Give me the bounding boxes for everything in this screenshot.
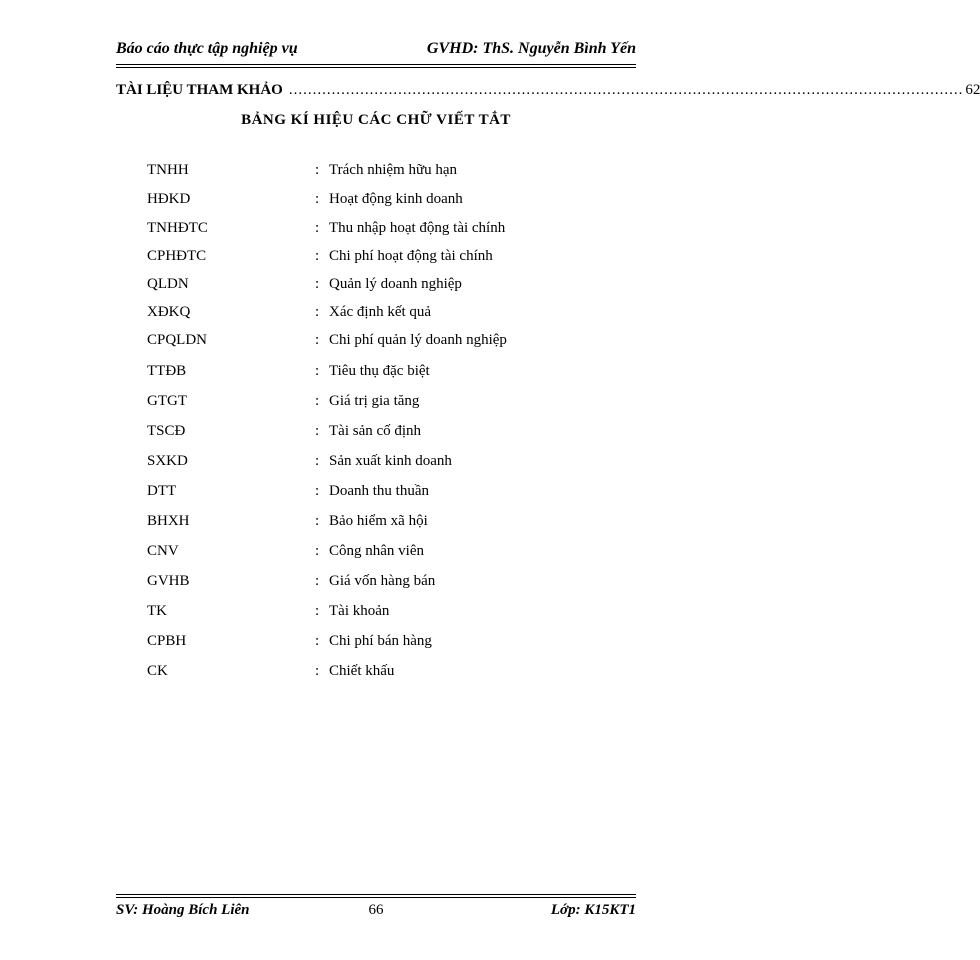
abbreviation-separator: : [315,513,320,529]
abbreviation-meaning: Thu nhập hoạt động tài chính [329,220,506,236]
abbreviation-separator: : [315,453,320,469]
abbreviation-meaning: Tài khoản [329,603,390,619]
abbreviation-code: CNV [147,543,179,559]
abbreviation-code: TK [147,603,167,619]
abbreviation-code: CK [147,663,168,679]
abbreviation-separator: : [315,276,320,292]
abbreviation-separator: : [315,332,320,348]
abbreviation-row [147,220,587,242]
abbreviation-meaning: Bảo hiểm xã hội [329,513,428,529]
abbreviation-separator: : [315,220,320,236]
toc-entry [116,82,980,102]
abbreviation-separator: : [315,304,320,320]
abbreviation-meaning: Tài sản cố định [329,423,422,439]
abbreviation-separator: : [315,663,320,679]
abbreviation-row [147,453,587,475]
abbreviation-row [147,248,587,270]
abbreviation-meaning: Doanh thu thuần [329,483,429,499]
abbreviation-code: HĐKD [147,191,191,207]
abbreviation-code: TTĐB [147,363,187,379]
toc-leader-dots: .............................................................................................................................................. [288,82,964,98]
abbreviation-row [147,162,587,184]
abbreviation-code: CPQLDN [147,332,208,348]
abbreviation-row [147,573,587,595]
header-supervisor: GVHD: ThS. Nguyễn Bình Yến [426,40,636,57]
abbreviation-row [147,483,587,505]
footer-class: Lớp: K15KT1 [550,902,636,918]
abbreviation-meaning: Chi phí bán hàng [329,633,432,649]
abbreviation-separator: : [315,248,320,264]
abbreviation-separator: : [315,603,320,619]
abbreviation-code: GVHB [147,573,190,589]
abbreviation-separator: : [315,423,320,439]
abbreviation-code: TNHĐTC [147,220,208,236]
page-footer [116,902,636,924]
section-title: BẢNG KÍ HIỆU CÁC CHỮ VIẾT TẮT [241,112,511,128]
abbreviation-code: XĐKQ [147,304,191,320]
abbreviation-row [147,304,587,326]
abbreviation-code: QLDN [147,276,189,292]
toc-entry-page: 62 [965,82,980,98]
abbreviation-row [147,633,587,655]
abbreviation-row [147,276,587,298]
abbreviation-meaning: Chi phí quản lý doanh nghiệp [329,332,507,348]
abbreviation-meaning: Chiết khấu [329,663,395,679]
abbreviation-meaning: Công nhân viên [329,543,424,559]
abbreviation-separator: : [315,393,320,409]
abbreviation-code: DTT [147,483,177,499]
header-report-title: Báo cáo thực tập nghiệp vụ [116,40,298,57]
abbreviation-meaning: Tiêu thụ đặc biệt [329,363,430,379]
abbreviation-separator: : [315,573,320,589]
abbreviation-row [147,332,587,354]
abbreviation-code: SXKD [147,453,188,469]
abbreviation-meaning: Hoạt động kinh doanh [329,191,463,207]
abbreviation-code: BHXH [147,513,190,529]
abbreviation-meaning: Xác định kết quả [329,304,432,320]
abbreviation-row [147,363,587,385]
abbreviation-separator: : [315,162,320,178]
abbreviation-code: CPHĐTC [147,248,207,264]
abbreviation-meaning: Quản lý doanh nghiệp [329,276,462,292]
abbreviation-separator: : [315,633,320,649]
abbreviation-row [147,393,587,415]
abbreviation-row [147,603,587,625]
footer-student: SV: Hoàng Bích Liên [116,902,250,918]
abbreviation-separator: : [315,483,320,499]
toc-entry-title: TÀI LIỆU THAM KHẢO [116,82,283,98]
abbreviation-meaning: Giá vốn hàng bán [329,573,436,589]
abbreviation-meaning: Sản xuất kinh doanh [329,453,452,469]
abbreviation-code: TNHH [147,162,189,178]
abbreviation-row [147,513,587,535]
abbreviation-meaning: Giá trị gia tăng [329,393,420,409]
footer-rule [116,894,636,898]
abbreviation-separator: : [315,543,320,559]
abbreviation-meaning: Trách nhiệm hữu hạn [329,162,457,178]
abbreviation-code: GTGT [147,393,187,409]
abbreviation-code: CPBH [147,633,187,649]
page-header [116,40,636,62]
abbreviation-row [147,423,587,445]
page-number: 66 [368,902,384,918]
abbreviation-code: TSCĐ [147,423,186,439]
abbreviation-row [147,663,587,685]
abbreviation-row [147,543,587,565]
abbreviation-row [147,191,587,213]
header-rule [116,64,636,68]
abbreviation-separator: : [315,191,320,207]
abbreviation-meaning: Chi phí hoạt động tài chính [329,248,493,264]
abbreviation-separator: : [315,363,320,379]
